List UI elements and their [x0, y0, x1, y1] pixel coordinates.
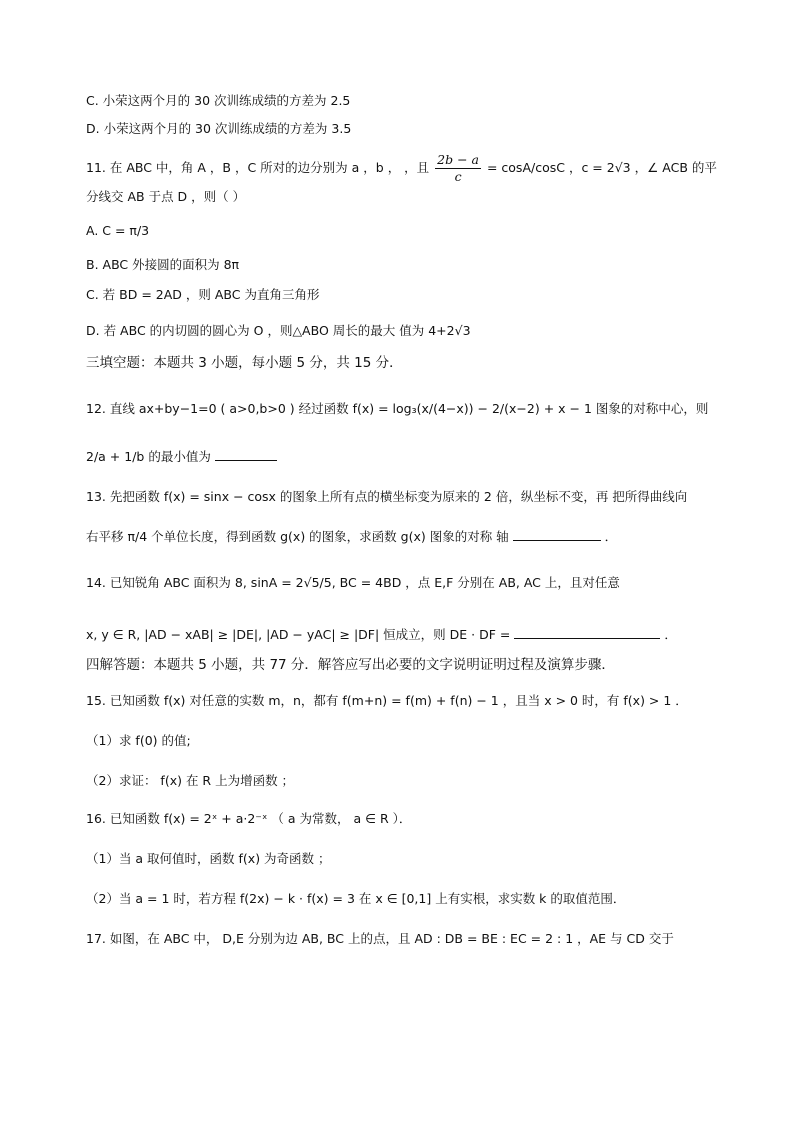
question-16-part2: （2）当 a = 1 时，若方程 f(2x) − k · f(x) = 3 在 x ∈ [0,1] 上有实根，求实数 k 的取值范围．: [86, 891, 626, 906]
option-a-q11: A. C = π/3: [86, 223, 150, 238]
q11-fraction: [435, 152, 481, 185]
q12-expression: 2/a + 1/b 的最小值为: [86, 449, 211, 464]
q11-frac-den: c: [454, 169, 462, 184]
question-17-stem: 17. 如图，在 ABC 中， D,E 分别为边 AB, BC 上的点，且 AD : DB = BE : EC = 2 : 1 ，AE 与 CD 交于: [86, 931, 674, 946]
option-c-q10: C. 小荣这两个月的 30 次训练成绩的方差为 2.5: [86, 93, 351, 108]
question-14-stem: 14. 已知锐角 ABC 面积为 8, sinA = 2√5/5, BC = 4BD ，点 E,F 分别在 AB, AC 上，且对任意: [86, 575, 620, 590]
q11-frac-num: 2b − a: [437, 152, 479, 167]
q14-answer-blank[interactable]: [514, 624, 660, 639]
question-16-part1: （1）当 a 取何值时，函数 f(x) 为奇函数 ；: [86, 851, 331, 866]
question-13-cont: [86, 526, 723, 546]
q13-end-mark: ．: [604, 529, 618, 544]
question-16-stem: 16. 已知函数 f(x) = 2ˣ + a·2⁻ˣ （ a 为常数， a ∈ R ）．: [86, 811, 412, 826]
q11-part1: 11. 在 ABC 中，角 A ，B ，C 所对的边分别为 a ，b ， ，且: [86, 160, 430, 175]
question-11-stem-cont: 分线交 AB 于点 D ，则（ ）: [86, 189, 246, 204]
question-14-cont: [86, 624, 723, 644]
question-15-stem: 15. 已知函数 f(x) 对任意的实数 m，n，都有 f(m+n) = f(m) + f(n) − 1 ，且当 x > 0 时，有 f(x) > 1 ．: [86, 693, 688, 708]
question-15-part1: （1）求 f(0) 的值;: [86, 733, 191, 748]
section-3-title: 三填空题：本题共 3 小题，每小题 5 分，共 15 分．: [86, 355, 403, 371]
q13-answer-blank[interactable]: [513, 526, 601, 541]
option-d-q11: D. 若 ABC 的内切圆的圆心为 O ，则△ABO 周长的最大 值为 4+2√3: [86, 323, 471, 338]
option-b-q11: B. ABC 外接圆的面积为 8π: [86, 257, 240, 272]
question-15-part2: （2）求证： f(x) 在 R 上为增函数 ；: [86, 773, 295, 788]
question-11-stem: [86, 152, 723, 185]
q14-text: x, y ∈ R, |AD − xAB| ≥ |DE|, |AD − yAC| ≥ |DF| 恒成立，则 DE · DF =: [86, 627, 511, 642]
q14-end-mark: ．: [664, 627, 677, 642]
question-13-stem: 13. 先把函数 f(x) = sinx − cosx 的图象上所有点的横坐标变为原来的 2 倍，纵坐标不变，再 把所得曲线向: [86, 489, 688, 504]
question-12-cont: [86, 446, 723, 466]
option-d-q10: D. 小荣这两个月的 30 次训练成绩的方差为 3.5: [86, 121, 352, 136]
question-12-stem: 12. 直线 ax+by−1=0 ( a>0,b>0 ) 经过函数 f(x) = log₃(x/(4−x)) − 2/(x−2) + x − 1 图象的对称中心，则: [86, 401, 709, 416]
option-c-q11: C. 若 BD = 2AD ，则 ABC 为直角三角形: [86, 287, 320, 302]
q13-text: 右平移 π/4 个单位长度，得到函数 g(x) 的图象，求函数 g(x) 图象的对称 轴: [86, 529, 509, 544]
section-4-title: 四解答题：本题共 5 小题，共 77 分．解答应写出必要的文字说明证明过程及演算步骤．: [86, 657, 615, 673]
q12-answer-blank[interactable]: [215, 446, 277, 461]
q11-part2: = cosA/cosC ，c = 2√3 ，∠ ACB 的平: [486, 160, 717, 175]
